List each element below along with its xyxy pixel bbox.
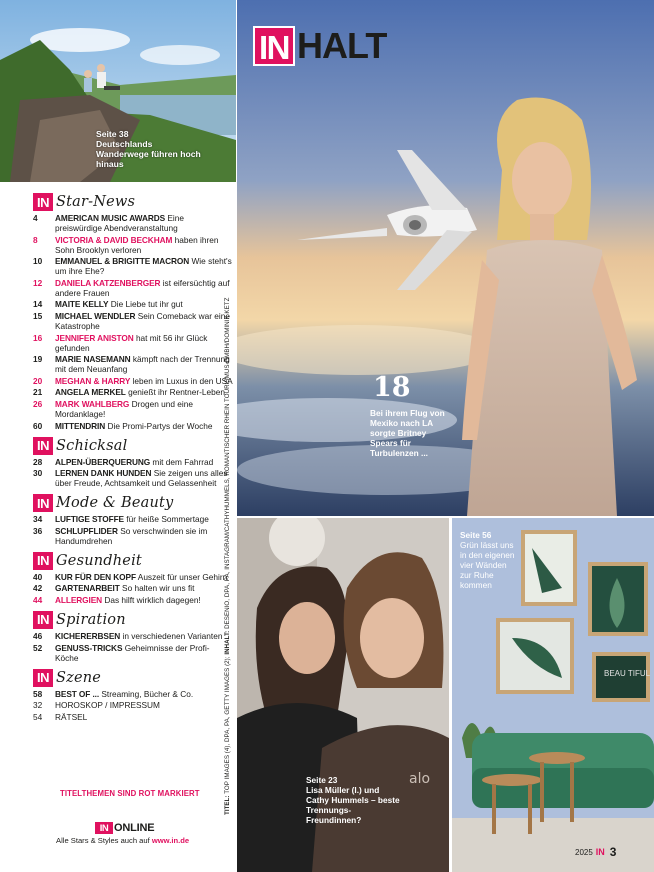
toc-entry-body (55, 387, 233, 397)
toc-entry[interactable] (33, 514, 233, 524)
toc-entry-page: 26 (33, 398, 43, 409)
credits-inhalt-text: DESENIO, DPA, PA, INSTAGRAM/CATHYHUMMELS, ROMANTISCHER RHEIN TOURISMUS GMBH/DOMINIK KETZ (224, 297, 231, 629)
online-url-link[interactable]: www.in.de (151, 836, 190, 845)
toc-entry-text: So verschwinden sie im Handumdrehen (55, 525, 208, 546)
toc-section-header (33, 492, 233, 514)
toc-entry[interactable] (33, 421, 233, 431)
toc-entry[interactable] (33, 299, 233, 309)
toc-entry-text: für heiße Sommertage (126, 514, 209, 525)
toc-entry[interactable] (33, 700, 233, 710)
toc-entry-headline: KUR FÜR DEN KOPF (55, 571, 136, 582)
toc-entry[interactable] (33, 643, 233, 663)
toc-entry[interactable] (33, 583, 233, 593)
toc-entry-headline: EMMANUEL & BRIGITTE MACRON (55, 256, 190, 267)
toc-entry-body (55, 354, 233, 374)
toc-entry[interactable] (33, 311, 233, 331)
toc-entry[interactable] (33, 631, 233, 641)
toc-entry[interactable] (33, 572, 233, 582)
toc-entry-page: 58 (33, 688, 43, 699)
toc-entry-body (55, 421, 233, 431)
toc-entry-page: 32 (33, 700, 43, 711)
toc-entry-body (55, 333, 233, 353)
toc-entry[interactable] (33, 457, 233, 467)
toc-entry-page: 16 (33, 332, 43, 343)
toc-entry-text: genießt ihr Rentner-Leben (128, 387, 225, 398)
toc-entry-headline: DANIELA KATZENBERGER (55, 277, 161, 288)
toc-section (33, 667, 233, 722)
toc-entry-text: in verschiedenen Varianten (122, 630, 223, 641)
toc-entry-headline: LUFTIGE STOFFE (55, 514, 124, 525)
toc-entry[interactable] (33, 595, 233, 605)
toc-entry-text: Die Liebe tut ihr gut (110, 299, 183, 310)
toc-entry[interactable] (33, 468, 233, 488)
toc-entry-page: 12 (33, 277, 43, 288)
toc-section-header (33, 609, 233, 631)
toc-entry[interactable] (33, 376, 233, 386)
toc-entry[interactable] (33, 256, 233, 276)
toc-entry-body (55, 712, 233, 722)
toc-section-title: Mode & Beauty (56, 495, 174, 512)
room-caption-page: Seite 56 (460, 530, 492, 540)
toc-entry-headline: JENNIFER ANISTON (55, 332, 134, 343)
toc-entry-page: 52 (33, 642, 43, 653)
toc-entry-page: 10 (33, 256, 43, 267)
toc-entry-page: 44 (33, 594, 43, 605)
toc-entry-headline: MICHAEL WENDLER (55, 310, 136, 321)
toc-entry-text: leben im Luxus in den USA (132, 375, 233, 386)
toc-entry-text: mit dem Fahrrad (152, 456, 214, 467)
credits-titel-label: TITEL: (224, 795, 231, 815)
in-badge-icon: IN (33, 552, 53, 570)
toc-entry-text: Eine preiswürdige Abendveranstaltung (55, 213, 184, 233)
toc-section-header (33, 191, 233, 213)
toc-entry-headline: MEGHAN & HARRY (55, 375, 131, 386)
toc-section-title: Schicksal (56, 437, 128, 454)
toc-entry-text: Sein Comeback war eine Katastrophe (55, 310, 230, 331)
toc-entry-body (55, 700, 233, 710)
selfie-caption-text: Lisa Müller (l.) und Cathy Hummels – beste Trennungs-Freundinnen? (306, 785, 400, 825)
toc-entry-text: HOROSKOP / IMPRESSUM (55, 700, 160, 711)
toc-entry-body (55, 572, 233, 582)
toc-entry-body (55, 256, 233, 276)
toc-entry[interactable] (33, 235, 233, 255)
online-line (56, 836, 189, 845)
credits-titel-text: TOP IMAGES (4), DPA, PA, GETTY IMAGES (2); (224, 656, 231, 794)
footer-year: 2025 (575, 847, 593, 857)
toc-entry-page: 8 (33, 234, 38, 245)
toc-entry-page: 46 (33, 630, 43, 641)
toc-entry-text: ist eifersüchtig auf andere Frauen (55, 277, 230, 298)
toc-entry-headline: VICTORIA & DAVID BECKHAM (55, 234, 173, 245)
toc-entry-body (55, 689, 233, 699)
in-badge-icon: IN (33, 611, 53, 629)
toc-entry-page: 14 (33, 299, 43, 310)
selfie-caption (306, 775, 402, 825)
toc-entry-text: Auszeit für unser Gehirn (137, 571, 228, 582)
toc-entry-text: Sie zeigen uns alles über Freude, Achtsamkeit und Gelassenheit (55, 468, 228, 489)
toc-section (33, 492, 233, 546)
credits-inhalt-label: INHALT: (224, 630, 231, 655)
table-of-contents (33, 191, 233, 726)
toc-entry-page: 20 (33, 375, 43, 386)
titelthemen-note: TITELTHEMEN SIND ROT MARKIERT (60, 789, 200, 798)
toc-entry[interactable] (33, 278, 233, 298)
toc-entry-body (55, 583, 233, 593)
in-online-badge: IN (95, 822, 113, 834)
toc-entry-headline: MITTENDRIN (55, 420, 106, 431)
toc-entry-body (55, 595, 233, 605)
toc-entry-text: Streaming, Bücher & Co. (101, 688, 194, 699)
sweatshirt-logo: alo (409, 771, 431, 787)
photo-credits (224, 297, 231, 815)
toc-entry-page: 60 (33, 420, 43, 431)
room-caption-text: Grün lässt uns in den eigenen vier Wänden zur Ruhe kommen (460, 540, 515, 590)
toc-entry-page: 21 (33, 387, 43, 398)
toc-entry-text: RÄTSEL (55, 711, 88, 722)
toc-entry[interactable] (33, 526, 233, 546)
room-caption (460, 530, 516, 590)
toc-entry-text: kämpft nach der Trennung mit dem Neuanfang (55, 354, 230, 375)
hiking-caption (96, 129, 206, 169)
toc-section-title: Star-News (56, 194, 136, 210)
toc-entry-headline: KICHERERBSEN (55, 630, 121, 641)
in-badge-icon: IN (33, 193, 53, 211)
toc-entry-page: 19 (33, 354, 43, 365)
toc-entry-body (55, 299, 233, 309)
room-poster-text: BEAU TIFUL (604, 669, 651, 678)
toc-entry-page: 40 (33, 571, 43, 582)
toc-section (33, 191, 233, 431)
toc-entry[interactable] (33, 354, 233, 374)
toc-entry-headline: BEST OF ... (55, 688, 100, 699)
toc-entry-body (55, 514, 233, 524)
toc-section-title: Spiration (56, 611, 126, 628)
toc-entry-page: 34 (33, 514, 43, 525)
toc-entry-text: Die Promi-Partys der Woche (107, 420, 213, 431)
toc-entry-body (55, 311, 233, 331)
toc-entry[interactable] (33, 213, 233, 233)
toc-section (33, 609, 233, 663)
toc-entry[interactable] (33, 387, 233, 397)
toc-entry-headline: LERNEN DANK HUNDEN (55, 468, 152, 479)
toc-entry-text: Das hilft wirklich dagegen! (104, 594, 201, 605)
toc-entry-headline: SCHLUPFLIDER (55, 525, 118, 536)
toc-entry-body (55, 457, 233, 467)
toc-section (33, 435, 233, 489)
toc-section-title: Gesundheit (56, 552, 142, 569)
in-online-logo[interactable] (95, 822, 154, 834)
inhalt-logo (253, 26, 386, 66)
footer-mini-logo: IN (595, 847, 605, 857)
toc-section-header (33, 667, 233, 689)
inhalt-logo-in: IN (253, 26, 295, 66)
toc-entry-headline: ANGELA MERKEL (55, 387, 126, 398)
hero-page-number[interactable]: 18 (373, 372, 411, 403)
toc-entry-text: Geheimnisse der Profi-Köche (55, 642, 210, 663)
toc-entry-body (55, 278, 233, 298)
toc-entry-body (55, 213, 233, 233)
toc-entry-headline: GARTENARBEIT (55, 583, 120, 594)
toc-section (33, 550, 233, 605)
toc-entry-text: haben ihren Sohn Brooklyn verloren (55, 234, 219, 255)
inhalt-logo-halt: HALT (297, 25, 387, 66)
toc-entry-headline: AMERICAN MUSIC AWARDS (55, 213, 166, 223)
toc-entry-body (55, 468, 233, 488)
toc-entry-headline: ALPEN-ÜBERQUERUNG (55, 456, 151, 467)
toc-entry-headline: ALLERGIEN (55, 594, 103, 605)
toc-entry-text: Wie steht's um ihre Ehe? (55, 256, 232, 277)
toc-entry-page: 15 (33, 310, 43, 321)
toc-entry-body (55, 526, 233, 546)
toc-entry-page: 54 (33, 711, 43, 722)
in-online-word: ONLINE (114, 822, 155, 834)
toc-entry[interactable] (33, 399, 233, 419)
toc-section-header (33, 550, 233, 572)
hiking-caption-page: Seite 38 (96, 129, 129, 139)
in-badge-icon: IN (33, 437, 53, 455)
toc-entry[interactable] (33, 712, 233, 722)
toc-entry-page: 42 (33, 583, 43, 594)
toc-entry-page: 4 (33, 213, 38, 223)
left-column (0, 0, 236, 872)
in-badge-icon: IN (33, 669, 53, 687)
toc-entry[interactable] (33, 333, 233, 353)
toc-entry-headline: MARIE NASEMANN (55, 354, 131, 365)
online-line-prefix: Alle Stars & Styles auch auf (56, 836, 150, 845)
toc-section-title: Szene (56, 669, 102, 686)
toc-entry-text: Drogen und eine Mordanklage! (55, 398, 193, 419)
toc-entry-text: So halten wir uns fit (122, 583, 195, 594)
toc-entry-page: 30 (33, 468, 43, 479)
selfie-caption-page: Seite 23 (306, 775, 338, 785)
toc-entry-body (55, 631, 233, 641)
toc-entry-body (55, 235, 233, 255)
toc-entry-headline: MARK WAHLBERG (55, 398, 130, 409)
toc-entry-page: 36 (33, 525, 43, 536)
toc-entry-headline: GENUSS-TRICKS (55, 642, 123, 653)
hiking-caption-text: Deutschlands Wanderwege führen hoch hinaus (96, 139, 201, 169)
page-footer (575, 845, 616, 859)
toc-entry-body (55, 376, 233, 386)
toc-entry-headline: MAITE KELLY (55, 299, 109, 310)
toc-entry-text: hat mit 56 ihr Glück gefunden (55, 332, 208, 353)
in-badge-icon: IN (33, 494, 53, 512)
toc-entry-page: 28 (33, 456, 43, 467)
toc-entry-body (55, 399, 233, 419)
toc-entry[interactable] (33, 689, 233, 699)
toc-section-header (33, 435, 233, 457)
hero-caption: Bei ihrem Flug von Mexiko nach LA sorgte Britney Spears für Turbulenzen ... (370, 408, 445, 458)
toc-entry-body (55, 643, 233, 663)
footer-page-number: 3 (609, 845, 617, 859)
